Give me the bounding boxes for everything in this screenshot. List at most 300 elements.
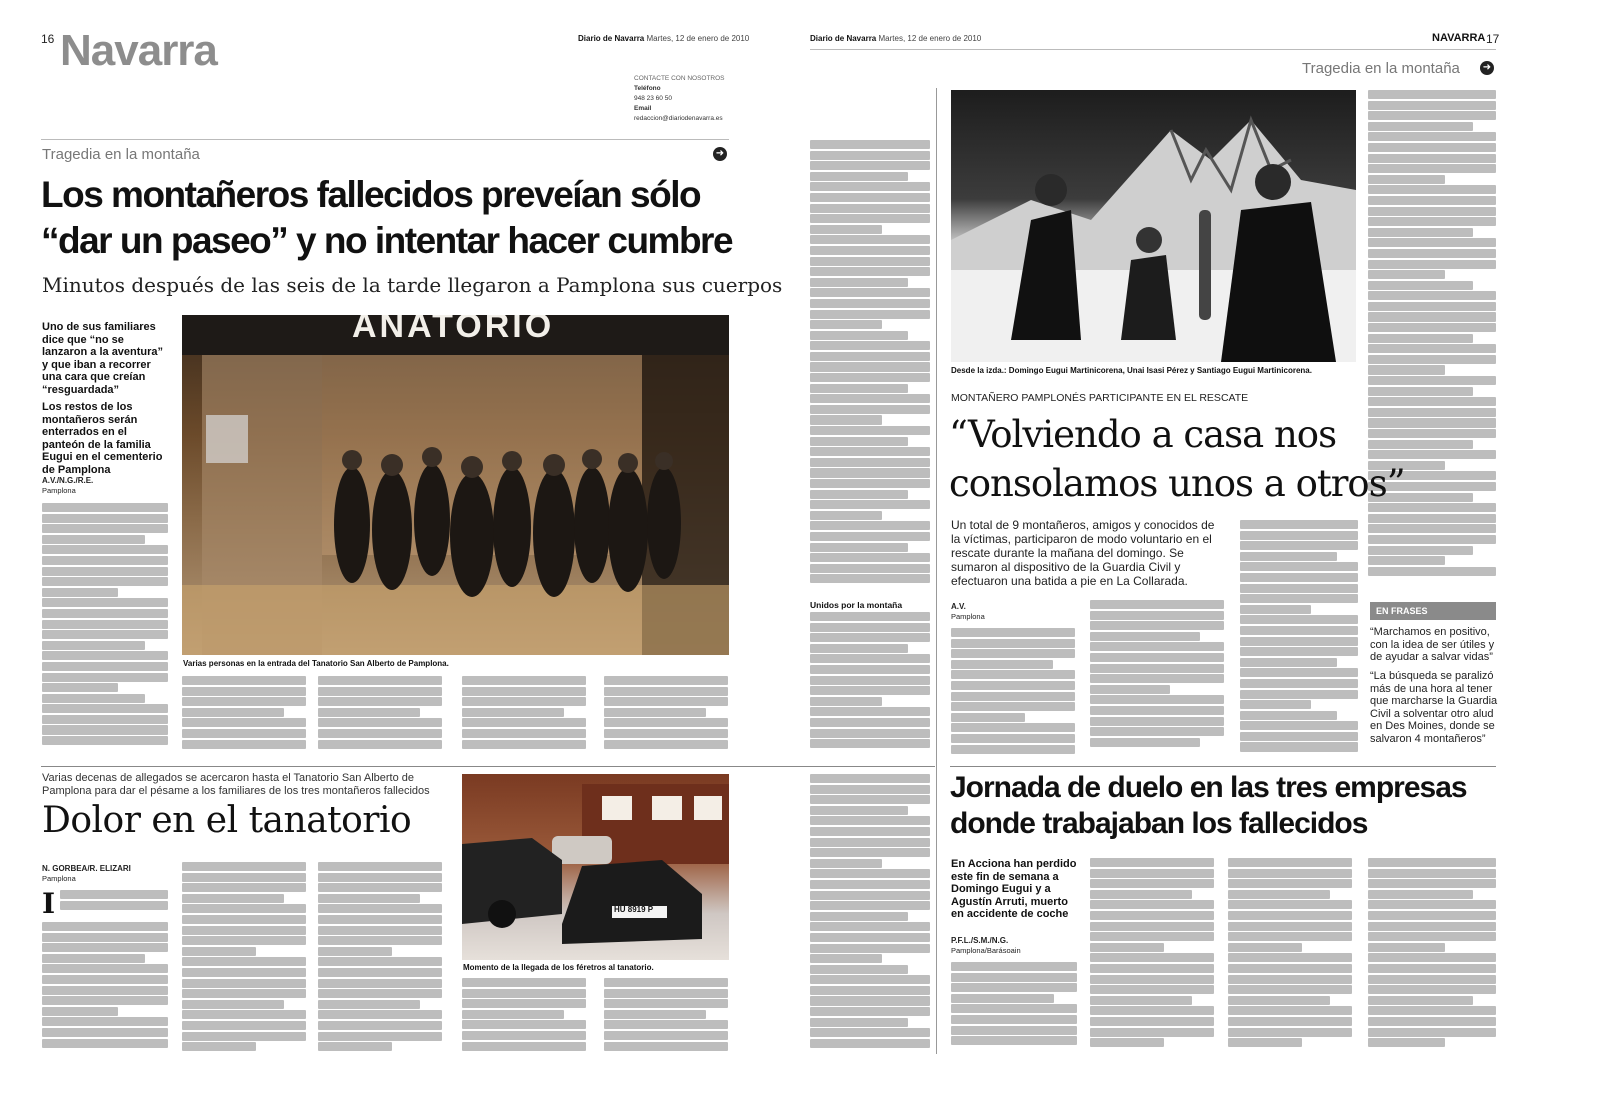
body-text-line: [1368, 270, 1445, 279]
body-text-line: [1090, 632, 1200, 641]
body-bottom-2: [182, 862, 306, 1054]
body-text-line: [1240, 700, 1311, 709]
body-text-line: [951, 639, 1075, 648]
body-text-line: [810, 447, 930, 456]
story-intro: Un total de 9 montañeros, amigos y conocidos de la víctimas, participaron de modo voluntario en el rescate durante la mañana del domingo. Se sumaron al dispositivo de la Guardia Civil y efectuaron una batida a pie en La Collarada.: [951, 518, 1215, 588]
frase-1: “Marchamos en positivo, con la idea de ser útiles y de ayudar a salvar vidas”: [1370, 626, 1495, 663]
body-text-line: [1368, 217, 1496, 226]
kicker-right: Tragedia en la montaña: [1302, 60, 1460, 77]
body-text-line: [810, 785, 930, 794]
byline-bottom-left: [42, 864, 131, 884]
body-text-line: [182, 957, 306, 966]
body-text-line: [810, 686, 930, 695]
body-text-line: [810, 1028, 930, 1037]
body-text-line: [810, 246, 930, 255]
body-text-line: [318, 1010, 442, 1019]
body-text-line: [182, 1042, 256, 1051]
body-text-line: [951, 713, 1025, 722]
body-text-line: [1090, 890, 1192, 899]
body-text-line: [1240, 626, 1358, 635]
body-right-col-2: [1240, 520, 1358, 756]
pull-quote-line2: consolamos unos a otros”: [949, 462, 1405, 505]
body-text-line: [810, 437, 908, 446]
body-text-line: [462, 740, 586, 749]
body-text-line: [1368, 312, 1496, 321]
body-text-line: [1240, 531, 1358, 540]
body-text-line: [318, 947, 392, 956]
body-text-line: [182, 729, 306, 738]
body-text-line: [318, 676, 442, 685]
body-text-line: [1368, 355, 1496, 364]
body-right-col-b: [1090, 600, 1224, 756]
body-text-line: [604, 729, 728, 738]
body-text-line: [1090, 964, 1214, 973]
body-text-line: [951, 628, 1075, 637]
body-text-line: [1090, 869, 1214, 878]
body-text-line: [1228, 1038, 1302, 1047]
tanatorio-sign: ANATORIO: [352, 315, 555, 345]
body-text-line: [42, 715, 168, 724]
contact-heading: CONTACTE CON NOSOTROS: [634, 75, 725, 82]
body-text-line: [182, 862, 306, 871]
body-text-line: [1368, 1038, 1445, 1047]
body-text-line: [182, 1032, 306, 1041]
body-text-line: [810, 574, 930, 583]
body-text-line: [42, 725, 168, 734]
body-text-line: [318, 979, 442, 988]
body-text-line: [1240, 647, 1358, 656]
body-text-line: [810, 384, 908, 393]
body-text-line: [182, 894, 284, 903]
body-bottom-3: [318, 862, 442, 1054]
body-text-line: [810, 140, 930, 149]
body-text-line: [810, 182, 930, 191]
body-text-line: [1240, 584, 1358, 593]
body-text-line: [1368, 953, 1496, 962]
body-text-line: [1228, 1006, 1352, 1015]
body-text-line: [1368, 185, 1496, 194]
body-column-3: [318, 676, 442, 756]
body-text-line: [604, 687, 728, 696]
body-text-line: [1090, 685, 1170, 694]
byline-bottom-author: N. GORBEA/R. ELIZARI: [42, 864, 131, 873]
summary-1: Uno de sus familiares dice que “no se lanzaron a la aventura” y que iban a recorrer una cara que creían “resguardada”: [42, 321, 164, 396]
body-text-line: [1090, 858, 1214, 867]
body-text-line: [810, 954, 882, 963]
body-text-line: [42, 588, 118, 597]
body-text-line: [951, 1026, 1077, 1035]
body-text-line: [1090, 900, 1214, 909]
body-text-line: [1368, 376, 1496, 385]
body-text-line: [1228, 911, 1352, 920]
body-text-line: [604, 999, 728, 1008]
body-text-line: [1228, 943, 1302, 952]
body-text-line: [951, 983, 1077, 992]
body-text-line: [182, 926, 306, 935]
body-text-line: [810, 880, 930, 889]
body-text-line: [810, 426, 930, 435]
body-text-line: [318, 915, 442, 924]
body-text-line: [1240, 615, 1358, 624]
body-text-line: [42, 694, 145, 703]
body-text-line: [1090, 996, 1192, 1005]
body-text-line: [810, 257, 930, 266]
body-text-line: [1368, 996, 1473, 1005]
body-text-line: [810, 697, 882, 706]
arrow-right-icon-2[interactable]: ➜: [1480, 61, 1494, 75]
body-text-line: [1090, 642, 1224, 651]
body-right-bottom-2: [1090, 858, 1214, 1054]
body-text-line: [810, 521, 930, 530]
body-text-line: [318, 1021, 442, 1030]
body-text-line: [1368, 154, 1496, 163]
body-text-line: [810, 394, 930, 403]
body-text-line: [1090, 879, 1214, 888]
body-bottom-5: [604, 978, 728, 1054]
body-text-line: [1090, 706, 1224, 715]
body-text-line: [951, 670, 1075, 679]
body-text-line: [462, 697, 586, 706]
body-text-line: [462, 1042, 586, 1051]
body-text-line: [810, 204, 930, 213]
body-text-line: [1240, 520, 1358, 529]
body-text-line: [1228, 922, 1352, 931]
body-text-line: [810, 806, 908, 815]
body-text-line: [810, 415, 882, 424]
body-text-line: [1090, 1006, 1214, 1015]
body-text-line: [1090, 943, 1164, 952]
contact-phone: 948 23 60 50: [634, 95, 672, 102]
body-text-line: [1240, 721, 1358, 730]
body-text-line: [42, 1007, 118, 1016]
body-text-line: [810, 331, 908, 340]
body-text-line: [42, 986, 168, 995]
body-text-line: [462, 989, 586, 998]
body-text-line: [318, 883, 442, 892]
body-text-line: [42, 954, 145, 963]
body-text-line: [1368, 943, 1445, 952]
body-text-line: [1228, 1028, 1352, 1037]
body-text-line: [1368, 932, 1496, 941]
body-text-line: [182, 718, 306, 727]
byline-right-bottom-author: P.F.L./S.M./N.G.: [951, 936, 1009, 945]
body-text-line: [810, 320, 882, 329]
body-text-line: [42, 673, 168, 682]
body-text-line: [42, 630, 168, 639]
body-text-line: [182, 915, 306, 924]
body-text-line: [604, 1010, 706, 1019]
body-text-line: [810, 869, 930, 878]
body-text-line: [1368, 365, 1445, 374]
body-text-line: [810, 644, 908, 653]
body-text-line: [42, 567, 168, 576]
byline-author: A.V./N.G./R.E.: [42, 476, 94, 485]
body-bottom-1a: [60, 890, 168, 920]
body-text-line: [1368, 249, 1496, 258]
body-text-line: [1368, 164, 1496, 173]
body-text-line: [1368, 175, 1445, 184]
body-text-line: [1090, 717, 1224, 726]
body-text-line: [810, 795, 930, 804]
body-text-line: [1368, 975, 1496, 984]
body-text-line: [182, 968, 306, 977]
frase-2: “La búsqueda se paralizó más de una hora al tener que marcharse la Guardia Civil a solventar otro alud en Des Moines, donde se salvaron 4 montañeros”: [1370, 670, 1498, 745]
body-text-line: [810, 490, 908, 499]
body-text-line: [1368, 985, 1496, 994]
body-text-line: [1228, 1017, 1352, 1026]
body-text-line: [1240, 711, 1337, 720]
body-text-line: [1228, 879, 1352, 888]
body-text-line: [42, 524, 168, 533]
body-text-line: [810, 278, 908, 287]
body-text-line: [951, 649, 1075, 658]
body-text-line: [810, 901, 930, 910]
body-text-line: [1368, 514, 1496, 523]
masthead-date: Martes, 12 de enero de 2010: [646, 34, 750, 43]
body-text-line: [1368, 387, 1473, 396]
body-text-line: [182, 873, 306, 882]
body-text-line: [60, 901, 168, 910]
body-text-line: [604, 740, 728, 749]
body-text-line: [1090, 674, 1224, 683]
body-text-line: [318, 697, 442, 706]
body-text-line: [810, 739, 930, 748]
byline-right-place: Pamplona: [951, 612, 985, 621]
body-text-line: [810, 500, 930, 509]
body-column-6: [810, 140, 930, 594]
body-text-line: [810, 564, 930, 573]
body-text-line: [462, 978, 586, 987]
body-text-line: [810, 859, 882, 868]
body-text-line: [1368, 1028, 1496, 1037]
body-text-line: [810, 373, 930, 382]
body-text-line: [1368, 334, 1473, 343]
license-plate: HU 8919 P: [614, 905, 654, 914]
body-text-line: [810, 543, 908, 552]
body-column-1: [42, 503, 168, 755]
body-text-line: [42, 1028, 168, 1037]
body-column-2: [182, 676, 306, 756]
body-text-line: [1240, 679, 1358, 688]
body-text-line: [1090, 664, 1224, 673]
body-text-line: [604, 718, 728, 727]
kicker-left: Tragedia en la montaña: [42, 146, 200, 163]
body-text-line: [462, 676, 586, 685]
body-column-5: [604, 676, 728, 756]
story-kicker: MONTAÑERO PAMPLONÉS PARTICIPANTE EN EL RESCATE: [951, 392, 1249, 404]
byline-right: [951, 602, 985, 622]
body-text-line: [810, 676, 930, 685]
body-column-7: [810, 612, 930, 754]
body-text-line: [462, 718, 586, 727]
body-text-line: [810, 633, 930, 642]
bottom-headline-right: [950, 770, 1467, 842]
summary-right-bottom: En Acciona han perdido este fin de semana a Domingo Eugui y a Agustín Arruti, muerto en accidente de coche: [951, 858, 1077, 920]
bottom-headline-right-line1: Jornada de duelo en las tres empresas: [950, 771, 1467, 804]
body-text-line: [810, 944, 930, 953]
body-text-line: [318, 729, 442, 738]
body-text-line: [42, 577, 168, 586]
body-text-line: [1368, 964, 1496, 973]
body-text-line: [810, 975, 930, 984]
contact-box: [634, 74, 725, 124]
body-text-line: [1368, 90, 1496, 99]
body-text-line: [1240, 732, 1358, 741]
body-text-line: [810, 214, 930, 223]
body-text-line: [1368, 1006, 1496, 1015]
body-text-line: [318, 873, 442, 882]
byline-right-bottom-place: Pamplona/Barásoain: [951, 946, 1021, 955]
subhead-unidos: Unidos por la montaña: [810, 600, 903, 610]
body-text-line: [1090, 695, 1224, 704]
body-text-line: [951, 745, 1075, 754]
byline-right-bottom: [951, 936, 1021, 956]
body-text-line: [1368, 143, 1496, 152]
body-text-line: [810, 665, 930, 674]
body-text-line: [1368, 260, 1496, 269]
body-right-bottom-4: [1368, 858, 1496, 1054]
body-text-line: [810, 1007, 930, 1016]
body-text-line: [1368, 302, 1496, 311]
contact-email[interactable]: redaccion@diariodenavarra.es: [634, 115, 723, 122]
body-text-line: [1368, 323, 1496, 332]
body-text-line: [462, 708, 564, 717]
body-text-line: [1368, 535, 1496, 544]
body-text-line: [1368, 1017, 1496, 1026]
body-text-line: [318, 1000, 420, 1009]
body-text-line: [1228, 953, 1352, 962]
body-text-line: [182, 676, 306, 685]
page-number-right: 17: [1486, 32, 1500, 46]
body-text-line: [810, 310, 930, 319]
body-text-line: [810, 479, 930, 488]
body-text-line: [1368, 879, 1496, 888]
masthead-right-date: Martes, 12 de enero de 2010: [878, 34, 982, 43]
arrow-right-icon[interactable]: ➜: [713, 147, 727, 161]
body-text-line: [42, 736, 168, 745]
body-text-line: [810, 299, 930, 308]
body-text-line: [1368, 196, 1496, 205]
body-text-line: [810, 891, 930, 900]
body-text-line: [1240, 605, 1311, 614]
body-text-line: [1240, 552, 1337, 561]
body-text-line: [182, 936, 306, 945]
body-text-line: [810, 341, 930, 350]
drop-cap: I: [42, 887, 56, 920]
body-right-col-a: [951, 628, 1075, 756]
body-text-line: [1090, 932, 1214, 941]
body-text-line: [604, 708, 706, 717]
body-text-line: [1368, 890, 1473, 899]
photo-caption-bottom-left: Momento de la llegada de los féretros al tanatorio.: [463, 963, 654, 972]
body-text-line: [182, 883, 306, 892]
body-text-line: [604, 1020, 728, 1029]
body-text-line: [42, 683, 118, 692]
body-text-line: [1090, 1038, 1164, 1047]
body-bottom-4: [462, 978, 586, 1054]
body-text-line: [810, 827, 930, 836]
body-text-line: [1090, 611, 1224, 620]
body-text-line: [42, 1039, 168, 1048]
contact-email-label: Email: [634, 105, 652, 112]
body-text-line: [1090, 738, 1200, 747]
main-headline: [41, 172, 741, 264]
body-text-line: [1228, 975, 1352, 984]
body-text-line: [810, 774, 930, 783]
body-text-line: [1368, 900, 1496, 909]
pull-quote-headline: [949, 410, 1405, 508]
body-text-line: [1240, 742, 1358, 751]
body-text-line: [1090, 922, 1214, 931]
body-text-line: [182, 1021, 306, 1030]
section-title-left: Navarra: [60, 26, 217, 75]
body-text-line: [810, 151, 930, 160]
body-text-line: [1368, 397, 1496, 406]
body-text-line: [42, 609, 168, 618]
body-text-line: [1368, 567, 1496, 576]
body-text-line: [604, 989, 728, 998]
body-text-line: [42, 704, 168, 713]
body-text-line: [1090, 985, 1214, 994]
body-text-line: [951, 723, 1075, 732]
body-text-line: [1368, 556, 1445, 565]
body-text-line: [604, 1042, 728, 1051]
body-text-line: [810, 225, 882, 234]
body-text-line: [810, 458, 930, 467]
body-text-line: [1240, 541, 1358, 550]
body-text-line: [42, 662, 168, 671]
photo-caption-left: Varias personas en la entrada del Tanatorio San Alberto de Pamplona.: [183, 659, 449, 668]
body-text-line: [1228, 890, 1330, 899]
body-text-line: [462, 1031, 586, 1040]
body-text-line: [42, 514, 168, 523]
body-text-line: [810, 654, 930, 663]
body-text-line: [1240, 573, 1358, 582]
body-text-line: [810, 996, 930, 1005]
body-text-line: [318, 904, 442, 913]
byline-bottom-place: Pamplona: [42, 874, 76, 883]
main-headline-line2: “dar un paseo” y no intentar hacer cumbre: [41, 220, 733, 261]
masthead-right-name: Diario de Navarra: [810, 34, 877, 43]
body-text-line: [318, 862, 442, 871]
body-text-line: [60, 890, 168, 899]
body-text-line: [462, 999, 586, 1008]
body-text-line: [810, 912, 908, 921]
body-text-line: [182, 989, 306, 998]
body-text-line: [182, 979, 306, 988]
body-text-line: [810, 511, 882, 520]
body-text-line: [462, 1020, 586, 1029]
body-text-line: [604, 1031, 728, 1040]
body-text-line: [1368, 858, 1496, 867]
body-text-line: [604, 676, 728, 685]
body-text-line: [42, 922, 168, 931]
body-text-line: [810, 729, 930, 738]
main-deck: Minutos después de las seis de la tarde llegaron a Pamplona sus cuerpos: [42, 273, 783, 297]
body-text-line: [318, 687, 442, 696]
body-text-line: [42, 641, 145, 650]
body-text-line: [318, 968, 442, 977]
body-text-line: [951, 1036, 1077, 1045]
body-text-line: [810, 468, 930, 477]
body-text-line: [1368, 869, 1496, 878]
body-text-line: [1228, 964, 1352, 973]
body-text-line: [1228, 996, 1330, 1005]
body-text-line: [1368, 291, 1496, 300]
body-text-line: [42, 556, 168, 565]
body-text-line: [1368, 344, 1496, 353]
body-text-line: [810, 623, 930, 632]
